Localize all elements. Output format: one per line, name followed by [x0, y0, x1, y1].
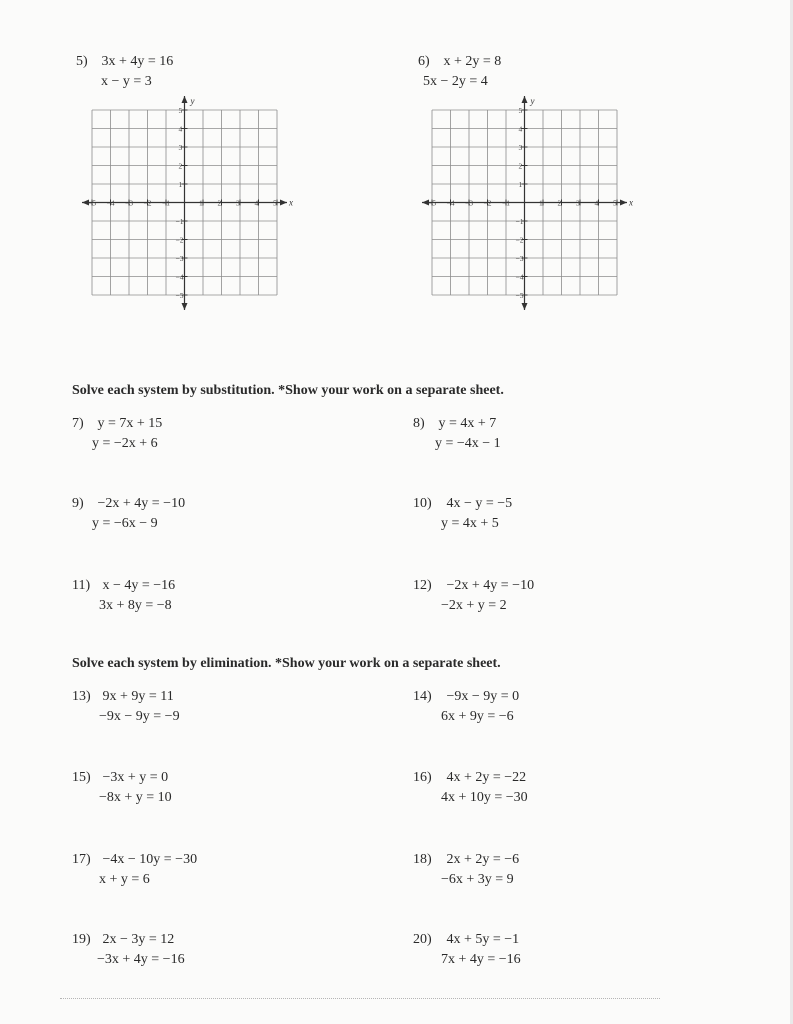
y-tick-label: 5 [178, 106, 183, 115]
section-heading-substitution: Solve each system by substitution. *Show your work on a separate sheet. [72, 383, 504, 398]
x-tick-label: −4 [446, 198, 455, 208]
equation-1: −2x + 4y = −10 [446, 578, 535, 593]
problem-8 [413, 414, 501, 454]
y-tick-label: 3 [178, 143, 183, 152]
x-tick-label: 1 [199, 198, 203, 208]
problem-14 [413, 687, 519, 727]
footer-rule [60, 998, 660, 999]
y-tick-label: −1 [175, 217, 184, 226]
y-axis-arrow-up [182, 96, 188, 103]
problem-number: 10) [413, 496, 432, 511]
grid-svg[interactable] [80, 92, 295, 314]
problem-5 [76, 52, 173, 92]
x-tick-label: −2 [143, 198, 152, 208]
x-tick-label: −1 [162, 198, 170, 208]
y-axis-label: y [530, 96, 535, 106]
y-tick-label: 2 [518, 161, 523, 171]
problem-number: 14) [413, 689, 432, 704]
problem-11 [72, 576, 175, 616]
y-tick-label: 3 [518, 143, 523, 152]
equation-1: y = 4x + 7 [438, 416, 497, 431]
equation-1: 2x + 2y = −6 [446, 852, 520, 867]
problem-number: 6) [418, 54, 430, 69]
x-tick-label: 5 [273, 198, 277, 208]
x-tick-label: −2 [483, 198, 492, 208]
problem-19 [72, 930, 185, 970]
equation-1: −9x − 9y = 0 [446, 689, 520, 704]
x-tick-label: 1 [539, 198, 543, 208]
section-heading-elimination: Solve each system by elimination. *Show your work on a separate sheet. [72, 656, 501, 671]
equation-1: −4x − 10y = −30 [102, 852, 198, 867]
problem-number: 20) [413, 932, 432, 947]
x-tick-label: −3 [465, 198, 473, 208]
problem-13 [72, 687, 180, 727]
problem-number: 15) [72, 770, 91, 785]
coordinate-grid-6[interactable] [420, 92, 635, 319]
problem-16 [413, 768, 528, 808]
x-tick-label: −5 [88, 198, 96, 208]
x-tick-label: −5 [428, 198, 436, 208]
equation-2: 4x + 10y = −30 [441, 790, 528, 805]
problem-number: 7) [72, 416, 84, 431]
problem-number: 18) [413, 852, 432, 867]
problem-12 [413, 576, 534, 616]
x-axis-arrow-right [280, 200, 287, 206]
y-tick-label: −3 [515, 254, 524, 263]
equation-1: 3x + 4y = 16 [101, 54, 174, 69]
problem-9 [72, 494, 185, 534]
x-axis-label: x [289, 197, 293, 208]
equation-2: x + y = 6 [99, 872, 150, 887]
x-tick-label: 3 [576, 198, 580, 208]
problem-number: 16) [413, 770, 432, 785]
y-tick-label: −4 [175, 272, 184, 282]
problem-7 [72, 414, 162, 454]
equation-1: 9x + 9y = 11 [102, 689, 174, 704]
y-tick-label: −2 [515, 235, 524, 245]
equation-2: y = −4x − 1 [435, 436, 501, 451]
y-tick-label: −3 [175, 254, 184, 263]
equation-1: x + 2y = 8 [443, 54, 502, 69]
y-tick-label: 1 [178, 180, 183, 189]
y-tick-label: 2 [178, 161, 183, 171]
coordinate-grid-5[interactable] [80, 92, 295, 319]
x-tick-label: 2 [217, 198, 222, 208]
x-tick-label: 3 [236, 198, 240, 208]
equation-2: 7x + 4y = −16 [441, 952, 521, 967]
y-tick-label: −1 [515, 217, 524, 226]
y-axis-arrow-down [182, 303, 188, 310]
y-tick-label: 4 [518, 124, 523, 134]
equation-2: −9x − 9y = −9 [99, 709, 180, 724]
equation-1: −3x + y = 0 [102, 770, 169, 785]
x-tick-label: 4 [254, 198, 259, 208]
x-tick-label: −3 [125, 198, 133, 208]
equation-1: x − 4y = −16 [102, 578, 176, 593]
equation-1: −2x + 4y = −10 [97, 496, 186, 511]
problem-number: 19) [72, 932, 91, 947]
y-tick-label: 1 [518, 180, 523, 189]
problem-number: 9) [72, 496, 84, 511]
equation-2: −3x + 4y = −16 [97, 952, 185, 967]
equation-1: 2x − 3y = 12 [102, 932, 175, 947]
problem-number: 5) [76, 54, 88, 69]
grid-svg[interactable] [420, 92, 635, 314]
x-axis-label: x [629, 197, 633, 208]
equation-2: 5x − 2y = 4 [423, 74, 488, 89]
problem-18 [413, 850, 519, 890]
problem-6 [418, 52, 501, 92]
y-tick-label: −2 [175, 235, 184, 245]
equation-1: y = 7x + 15 [97, 416, 163, 431]
problem-number: 13) [72, 689, 91, 704]
equation-1: 4x − y = −5 [446, 496, 513, 511]
problem-10 [413, 494, 512, 534]
x-axis-arrow-right [620, 200, 627, 206]
y-tick-label: −5 [175, 291, 184, 300]
x-tick-label: 4 [594, 198, 599, 208]
equation-2: −6x + 3y = 9 [441, 872, 514, 887]
equation-2: y = 4x + 5 [441, 516, 499, 531]
y-tick-label: 5 [518, 106, 523, 115]
problem-20 [413, 930, 521, 970]
problem-number: 12) [413, 578, 432, 593]
equation-2: 3x + 8y = −8 [99, 598, 172, 613]
problem-number: 17) [72, 852, 91, 867]
x-tick-label: −1 [502, 198, 510, 208]
equation-1: 4x + 5y = −1 [446, 932, 520, 947]
y-tick-label: −5 [515, 291, 524, 300]
x-tick-label: 5 [613, 198, 617, 208]
equation-2: x − y = 3 [101, 74, 152, 89]
equation-2: y = −2x + 6 [92, 436, 158, 451]
y-tick-label: 4 [178, 124, 183, 134]
problem-15 [72, 768, 172, 808]
equation-1: 4x + 2y = −22 [446, 770, 527, 785]
x-tick-label: −4 [106, 198, 115, 208]
equation-2: −8x + y = 10 [99, 790, 172, 805]
problem-17 [72, 850, 197, 890]
equation-2: y = −6x − 9 [92, 516, 158, 531]
problem-number: 8) [413, 416, 425, 431]
y-axis-arrow-down [522, 303, 528, 310]
y-axis-arrow-up [522, 96, 528, 103]
problem-number: 11) [72, 578, 91, 593]
x-tick-label: 2 [557, 198, 562, 208]
y-tick-label: −4 [515, 272, 524, 282]
equation-2: 6x + 9y = −6 [441, 709, 514, 724]
equation-2: −2x + y = 2 [441, 598, 507, 613]
y-axis-label: y [190, 96, 195, 106]
